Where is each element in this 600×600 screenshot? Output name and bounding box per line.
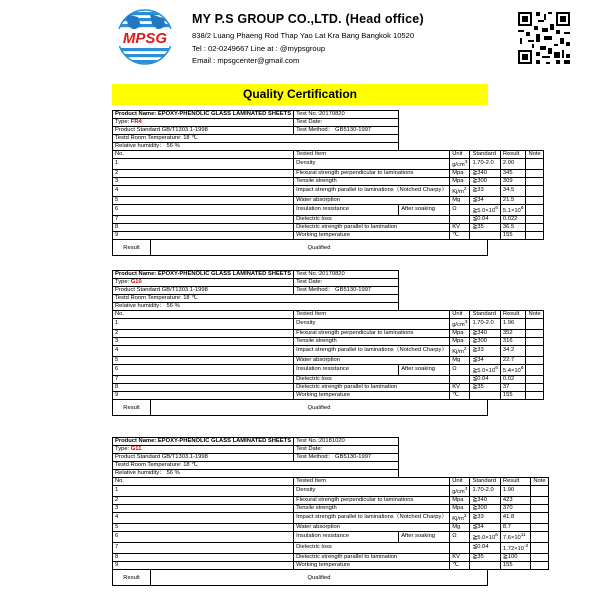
company-logo bbox=[108, 8, 182, 70]
header-no: No. bbox=[113, 151, 294, 159]
note-cell bbox=[526, 337, 543, 345]
table-row bbox=[113, 531, 549, 542]
company-contact: Tel : 02-0249667 Line at : @mypsgroup bbox=[192, 43, 326, 53]
unit-cell: KV bbox=[450, 383, 470, 391]
note-cell bbox=[531, 531, 548, 542]
header-note: Note bbox=[531, 478, 548, 486]
table-row bbox=[113, 185, 544, 196]
result-cell: 352 bbox=[500, 329, 526, 337]
product-type bbox=[113, 119, 294, 127]
result-row bbox=[112, 240, 488, 256]
tested-item: Impact strength parallel to laminations（Notched Charpy） bbox=[294, 345, 450, 356]
result-row bbox=[112, 400, 488, 416]
tested-item: Dielectric loss bbox=[294, 215, 450, 223]
unit-cell: Mpa bbox=[450, 496, 470, 504]
type-value: G10 bbox=[130, 279, 142, 285]
header-no: No. bbox=[113, 311, 294, 319]
tested-item: Water absorption bbox=[294, 356, 450, 364]
table-row bbox=[113, 523, 549, 531]
result-cell: 155 bbox=[500, 391, 526, 399]
unit-cell: Mg bbox=[450, 356, 470, 364]
result-cell: 37 bbox=[500, 383, 526, 391]
note-cell bbox=[526, 185, 543, 196]
note-cell bbox=[526, 231, 543, 239]
tested-item: Dielectric strength parallel to lamination bbox=[294, 383, 450, 391]
table-row bbox=[113, 345, 544, 356]
table-row bbox=[113, 215, 544, 223]
standard-cell: ≧340 bbox=[470, 329, 500, 337]
result-cell: $5.1\times 10^6$ bbox=[500, 204, 526, 215]
table-row bbox=[113, 223, 544, 231]
standard-cell: 1.70-2.0 bbox=[470, 486, 500, 497]
note-cell bbox=[526, 356, 543, 364]
tested-item: Insulation resistance bbox=[294, 364, 399, 375]
note-cell bbox=[526, 391, 543, 399]
standard-cell: ≧340 bbox=[470, 496, 500, 504]
row-number: 9 bbox=[113, 561, 294, 569]
note-cell bbox=[526, 319, 543, 330]
unit-cell: $Kj/m^2$ bbox=[450, 185, 470, 196]
test-date: Test Date: bbox=[294, 446, 399, 454]
table-header-row bbox=[113, 151, 544, 159]
result-value: Qualified bbox=[307, 404, 331, 411]
note-cell bbox=[531, 523, 548, 531]
product-standard: Product Standard GB/T1303.1-1998 bbox=[113, 127, 294, 135]
result-label: Result bbox=[113, 240, 151, 255]
table-row bbox=[113, 375, 544, 383]
standard-cell: ≦0.04 bbox=[470, 542, 500, 553]
row-number: 7 bbox=[113, 375, 294, 383]
test-date: Test Date: bbox=[294, 279, 399, 287]
tested-item: Insulation resistance bbox=[294, 204, 399, 215]
standard-cell: ≧35 bbox=[470, 223, 500, 231]
qr-code-icon bbox=[516, 10, 572, 66]
company-email: Email : mpsgcenter@gmail.com bbox=[192, 56, 300, 65]
tested-item: Dielectric strength parallel to lamination bbox=[294, 223, 450, 231]
note-cell bbox=[526, 215, 543, 223]
unit-cell: Ω bbox=[450, 204, 470, 215]
row-number: 5 bbox=[113, 196, 294, 204]
standard-cell: ≧300 bbox=[470, 177, 500, 185]
row-number: 6 bbox=[113, 204, 294, 215]
tested-item: Density bbox=[294, 159, 450, 170]
note-cell bbox=[526, 169, 543, 177]
standard-cell: $≧5.0\times 10^6$ bbox=[470, 204, 500, 215]
row-number: 6 bbox=[113, 531, 294, 542]
result-cell: 0.022 bbox=[500, 215, 526, 223]
header-note: Note bbox=[526, 151, 543, 159]
unit-cell: ℃ bbox=[450, 561, 470, 569]
type-label: Type: bbox=[115, 446, 131, 452]
result-cell: 370 bbox=[500, 504, 530, 512]
standard-cell: $≧5.0\times 10^6$ bbox=[470, 364, 500, 375]
note-cell bbox=[526, 345, 543, 356]
table-row bbox=[113, 159, 544, 170]
tested-item: Dielectric loss bbox=[294, 375, 450, 383]
result-cell: ≧100 bbox=[500, 553, 530, 561]
banner-title: Quality Certification bbox=[242, 87, 358, 101]
unit-cell bbox=[450, 542, 470, 553]
table-row bbox=[113, 542, 549, 553]
room-temperature: Testd Room Temperature: 18 ℃ bbox=[113, 462, 399, 470]
header-unit: Unit bbox=[450, 151, 470, 159]
result-row bbox=[112, 570, 488, 586]
tested-item: Flexural strength perpendicular to laminations bbox=[294, 329, 450, 337]
certification-banner bbox=[112, 84, 488, 105]
table-row bbox=[113, 364, 544, 375]
unit-cell: Ω bbox=[450, 364, 470, 375]
row-number: 2 bbox=[113, 329, 294, 337]
note-cell bbox=[526, 177, 543, 185]
result-cell: $7.6\times 10^{11}$ bbox=[500, 531, 530, 542]
header-result: Result bbox=[500, 311, 526, 319]
certificate-meta-table bbox=[112, 270, 544, 400]
table-row bbox=[113, 486, 549, 497]
type-value: G11 bbox=[130, 446, 142, 452]
tested-item-condition: After soaking bbox=[399, 364, 450, 375]
tested-item: Tensile strength bbox=[294, 177, 450, 185]
tested-item: Dielectric strength parallel to lamination bbox=[294, 553, 450, 561]
standard-cell: ≦34 bbox=[470, 196, 500, 204]
relative-humidity: Relative humidity： 56 % bbox=[113, 303, 399, 311]
row-number: 4 bbox=[113, 345, 294, 356]
test-date: Test Date: bbox=[294, 119, 399, 127]
product-standard: Product Standard GB/T1303.1-1998 bbox=[113, 287, 294, 295]
standard-cell: ≦34 bbox=[470, 523, 500, 531]
result-cell: 34.2 bbox=[500, 345, 526, 356]
row-number: 5 bbox=[113, 356, 294, 364]
row-number: 8 bbox=[113, 223, 294, 231]
row-number: 4 bbox=[113, 512, 294, 523]
unit-cell: Mpa bbox=[450, 169, 470, 177]
standard-cell: 1.70-2.0 bbox=[470, 159, 500, 170]
certificate-meta-table bbox=[112, 110, 544, 240]
result-value: Qualified bbox=[307, 244, 331, 251]
test-method: Test Method： GB5130-1997 bbox=[294, 287, 399, 295]
unit-cell: Mg bbox=[450, 523, 470, 531]
unit-cell bbox=[450, 375, 470, 383]
table-row bbox=[113, 561, 549, 569]
table-row bbox=[113, 553, 549, 561]
table-row bbox=[113, 204, 544, 215]
tested-item: Insulation resistance bbox=[294, 531, 399, 542]
table-row bbox=[113, 383, 544, 391]
result-cell: 41.8 bbox=[500, 512, 530, 523]
result-cell: 1.96 bbox=[500, 319, 526, 330]
standard-cell: ≧33 bbox=[470, 512, 500, 523]
product-name: Product Name: EPOXY-PHENOLIC GLASS LAMINATED SHEETS bbox=[113, 271, 294, 279]
room-temperature: Testd Room Temperature: 18 ℃ bbox=[113, 135, 399, 143]
row-number: 9 bbox=[113, 231, 294, 239]
standard-cell: ≧33 bbox=[470, 185, 500, 196]
standard-cell: ≦34 bbox=[470, 356, 500, 364]
result-cell: 423 bbox=[500, 496, 530, 504]
unit-cell: $g/cm^3$ bbox=[450, 159, 470, 170]
header-standard: Standard bbox=[470, 478, 500, 486]
unit-cell: Mpa bbox=[450, 337, 470, 345]
tested-item: Flexural strength perpendicular to laminations bbox=[294, 496, 450, 504]
note-cell bbox=[531, 512, 548, 523]
result-cell: 2.00 bbox=[500, 159, 526, 170]
header-note: Note bbox=[526, 311, 543, 319]
certificate-fr4 bbox=[112, 110, 541, 256]
result-cell: 1.90 bbox=[500, 486, 530, 497]
table-header-row bbox=[113, 478, 549, 486]
tested-item: Tensile strength bbox=[294, 504, 450, 512]
row-number: 3 bbox=[113, 504, 294, 512]
standard-cell: ≧300 bbox=[470, 504, 500, 512]
table-row bbox=[113, 356, 544, 364]
result-value: Qualified bbox=[307, 574, 331, 581]
unit-cell: ℃ bbox=[450, 231, 470, 239]
note-cell bbox=[526, 159, 543, 170]
standard-cell: ≧300 bbox=[470, 337, 500, 345]
unit-cell: $Kj/m^2$ bbox=[450, 345, 470, 356]
tested-item: Water absorption bbox=[294, 523, 450, 531]
unit-cell: ℃ bbox=[450, 391, 470, 399]
tested-item-condition: After soaking bbox=[399, 204, 450, 215]
table-row bbox=[113, 512, 549, 523]
certificate-g11 bbox=[112, 437, 546, 586]
relative-humidity: Relative humidity： 56 % bbox=[113, 470, 399, 478]
standard-cell: ≧340 bbox=[470, 169, 500, 177]
standard-cell: $≧5.0\times 10^6$ bbox=[470, 531, 500, 542]
result-label: Result bbox=[113, 400, 151, 415]
result-cell: 309 bbox=[500, 177, 526, 185]
row-number: 1 bbox=[113, 486, 294, 497]
row-number: 6 bbox=[113, 364, 294, 375]
unit-cell bbox=[450, 215, 470, 223]
note-cell bbox=[526, 364, 543, 375]
standard-cell bbox=[470, 561, 500, 569]
header-tested-item: Tested Item bbox=[294, 311, 450, 319]
row-number: 7 bbox=[113, 542, 294, 553]
test-method: Test Method： GB5130-1997 bbox=[294, 454, 399, 462]
relative-humidity: Relative humidity： 56 % bbox=[113, 143, 399, 151]
tested-item-condition: After soaking bbox=[399, 531, 450, 542]
unit-cell: Mg bbox=[450, 196, 470, 204]
row-number: 1 bbox=[113, 159, 294, 170]
unit-cell: $g/cm^3$ bbox=[450, 319, 470, 330]
result-cell: 34.5 bbox=[500, 185, 526, 196]
product-name: Product Name: EPOXY-PHENOLIC GLASS LAMINATED SHEETS bbox=[113, 111, 294, 119]
row-number: 3 bbox=[113, 177, 294, 185]
standard-cell: ≧35 bbox=[470, 383, 500, 391]
type-label: Type: bbox=[115, 279, 131, 285]
result-cell: 155 bbox=[500, 231, 526, 239]
standard-cell: ≦0.04 bbox=[470, 215, 500, 223]
unit-cell: Mpa bbox=[450, 177, 470, 185]
result-cell: 8.7 bbox=[500, 523, 530, 531]
tested-item: Dielectric loss bbox=[294, 542, 450, 553]
result-cell: $5.4\times 10^6$ bbox=[500, 364, 526, 375]
unit-cell: Mpa bbox=[450, 329, 470, 337]
result-cell: 36.5 bbox=[500, 223, 526, 231]
row-number: 5 bbox=[113, 523, 294, 531]
header-unit: Unit bbox=[450, 478, 470, 486]
company-info bbox=[192, 8, 492, 68]
note-cell bbox=[531, 542, 548, 553]
standard-cell: 1.70-2.0 bbox=[470, 319, 500, 330]
result-cell: 22.7 bbox=[500, 356, 526, 364]
type-value: FR4 bbox=[130, 119, 142, 125]
note-cell bbox=[531, 486, 548, 497]
tested-item: Density bbox=[294, 486, 450, 497]
letterhead bbox=[108, 8, 592, 74]
note-cell bbox=[531, 496, 548, 504]
note-cell bbox=[531, 553, 548, 561]
unit-cell: Ω bbox=[450, 531, 470, 542]
note-cell bbox=[526, 329, 543, 337]
table-header-row bbox=[113, 311, 544, 319]
header-standard: Standard bbox=[470, 311, 500, 319]
row-number: 3 bbox=[113, 337, 294, 345]
table-row bbox=[113, 319, 544, 330]
header-unit: Unit bbox=[450, 311, 470, 319]
header-result: Result bbox=[500, 478, 530, 486]
note-cell bbox=[526, 196, 543, 204]
product-standard: Product Standard GB/T1303.1-1998 bbox=[113, 454, 294, 462]
type-label: Type: bbox=[115, 119, 131, 125]
header-tested-item: Tested Item bbox=[294, 478, 450, 486]
note-cell bbox=[526, 223, 543, 231]
tested-item: Working temperature bbox=[294, 561, 450, 569]
unit-cell: $Kj/m^2$ bbox=[450, 512, 470, 523]
company-address: 838/2 Luang Phaeng Rod Thap Yao Lat Kra Bang Bangkok 10520 bbox=[192, 31, 415, 40]
tested-item: Impact strength parallel to laminations（Notched Charpy） bbox=[294, 185, 450, 196]
test-number: Test No.:20170820 bbox=[294, 271, 399, 279]
result-cell: 0.02 bbox=[500, 375, 526, 383]
row-number: 8 bbox=[113, 383, 294, 391]
test-number: Test No.:20181020 bbox=[294, 438, 399, 446]
header-result: Result bbox=[500, 151, 526, 159]
header-no: No. bbox=[113, 478, 294, 486]
note-cell bbox=[526, 204, 543, 215]
tested-item: Tensile strength bbox=[294, 337, 450, 345]
standard-cell: ≦0.04 bbox=[470, 375, 500, 383]
note-cell bbox=[531, 561, 548, 569]
product-type bbox=[113, 446, 294, 454]
header-standard: Standard bbox=[470, 151, 500, 159]
tested-item: Density bbox=[294, 319, 450, 330]
table-row bbox=[113, 329, 544, 337]
unit-cell: KV bbox=[450, 553, 470, 561]
tested-item: Flexural strength perpendicular to laminations bbox=[294, 169, 450, 177]
unit-cell: KV bbox=[450, 223, 470, 231]
standard-cell bbox=[470, 231, 500, 239]
table-row bbox=[113, 337, 544, 345]
row-number: 4 bbox=[113, 185, 294, 196]
note-cell bbox=[526, 375, 543, 383]
table-row bbox=[113, 391, 544, 399]
product-name: Product Name: EPOXY-PHENOLIC GLASS LAMINATED SHEETS bbox=[113, 438, 294, 446]
certificate-g10 bbox=[112, 270, 541, 416]
certificate-meta-table bbox=[112, 437, 549, 570]
result-cell: 155 bbox=[500, 561, 530, 569]
result-cell: $1.72\times 10^{-2}$ bbox=[500, 542, 530, 553]
result-cell: 345 bbox=[500, 169, 526, 177]
result-label: Result bbox=[113, 570, 151, 585]
result-cell: 21.5 bbox=[500, 196, 526, 204]
table-row bbox=[113, 231, 544, 239]
header-tested-item: Tested Item bbox=[294, 151, 450, 159]
table-row bbox=[113, 177, 544, 185]
tested-item: Water absorption bbox=[294, 196, 450, 204]
result-cell: 316 bbox=[500, 337, 526, 345]
row-number: 7 bbox=[113, 215, 294, 223]
standard-cell: ≧35 bbox=[470, 553, 500, 561]
tested-item: Working temperature bbox=[294, 391, 450, 399]
table-row bbox=[113, 504, 549, 512]
unit-cell: $g/cm^3$ bbox=[450, 486, 470, 497]
row-number: 8 bbox=[113, 553, 294, 561]
test-number: Test No.:20170820 bbox=[294, 111, 399, 119]
logo-text: MPSG bbox=[122, 30, 168, 47]
note-cell bbox=[526, 383, 543, 391]
product-type bbox=[113, 279, 294, 287]
row-number: 9 bbox=[113, 391, 294, 399]
tested-item: Impact strength parallel to laminations（Notched Charpy） bbox=[294, 512, 450, 523]
row-number: 2 bbox=[113, 169, 294, 177]
standard-cell bbox=[470, 391, 500, 399]
tested-item: Working temperature bbox=[294, 231, 450, 239]
unit-cell: Mpa bbox=[450, 504, 470, 512]
test-method: Test Method： GB5130-1997 bbox=[294, 127, 399, 135]
note-cell bbox=[531, 504, 548, 512]
table-row bbox=[113, 496, 549, 504]
table-row bbox=[113, 169, 544, 177]
row-number: 2 bbox=[113, 496, 294, 504]
room-temperature: Testd Room Temperature: 18 ℃ bbox=[113, 295, 399, 303]
standard-cell: ≧33 bbox=[470, 345, 500, 356]
row-number: 1 bbox=[113, 319, 294, 330]
table-row bbox=[113, 196, 544, 204]
company-name: MY P.S GROUP CO.,LTD. (Head office) bbox=[192, 12, 424, 26]
